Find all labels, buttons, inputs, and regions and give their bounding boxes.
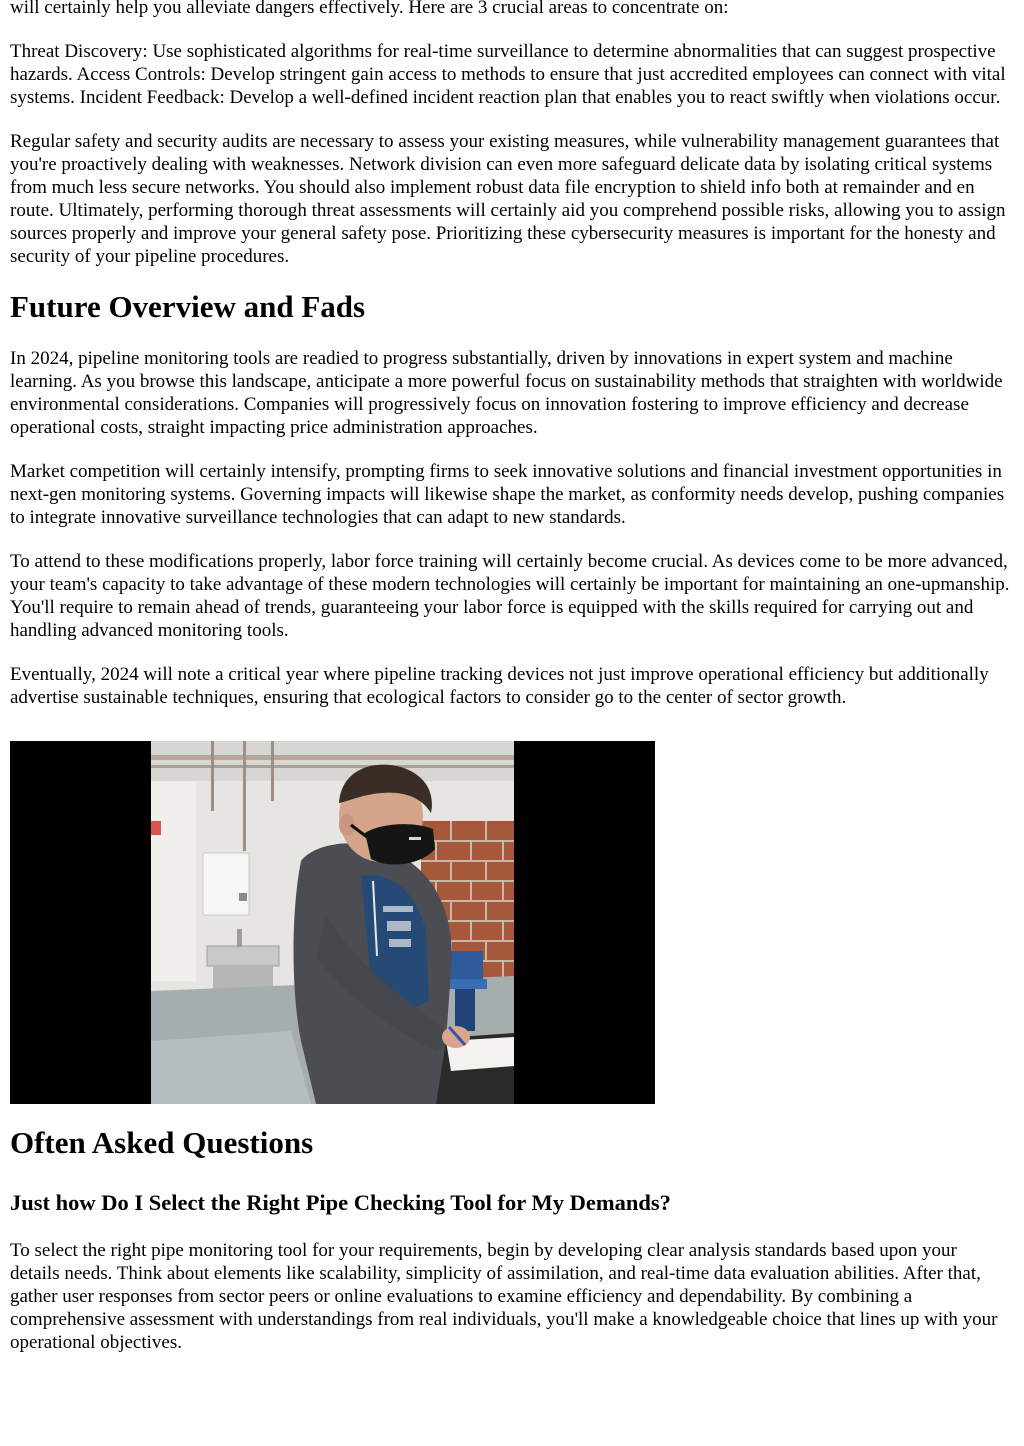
article-body — [10, 0, 1010, 1375]
faq-answer: To select the right pipe monitoring tool for your requirements, begin by developing clear analysis standards based upon your details needs. Think about elements like scalability, simplicity of assimilation, and real-time data evaluation abilities. After that, gather user responses from sector peers or online evaluations to examine efficiency and dependability. By combining a comprehensive assessment with understandings from real individuals, you'll make a knowledgeable choice that lines up with your operational objectives. — [10, 1240, 998, 1353]
future-section-heading: Future Overview and Fads — [10, 289, 366, 324]
intro-lead-line: will certainly help you alleviate dangers effectively. Here are 3 crucial areas to concentrate on: — [10, 0, 729, 18]
security-areas-paragraph: Threat Discovery: Use sophisticated algorithms for real-time surveillance to determine abnormalities that can suggest prospective hazards. Access Controls: Develop stringent gain access to methods to ensure that just accredited employees can connect with vital systems. Incident Feedback: Develop a well-defined incident reaction plan that enables you to react swiftly when violations occur. — [10, 41, 1006, 108]
embedded-video[interactable] — [10, 741, 655, 1104]
future-paragraph: Market competition will certainly intensify, prompting firms to seek innovative solutions and financial investment opportunities in next-gen monitoring systems. Governing impacts will likewise shape the market, as conformity needs develop, pushing companies to integrate innovative surveillance technologies that can adapt to new standards. — [10, 461, 1005, 528]
faq-heading: Often Asked Questions — [10, 1125, 314, 1160]
video-frame-technician-photo — [151, 741, 514, 1104]
future-paragraph: In 2024, pipeline monitoring tools are readied to progress substantially, driven by innovations in expert system and machine learning. As you browse this landscape, anticipate a more powerful focus on sustainability methods that straighten with worldwide environmental considerations. Companies will progressively focus on innovation fostering to improve efficiency and decrease operational costs, straight impacting price administration approaches. — [10, 348, 1003, 438]
security-audits-paragraph: Regular safety and security audits are necessary to assess your existing measures, while vulnerability management guarantees that you're proactively dealing with weaknesses. Network division can even more safeguard delicate data by isolating critical systems from much less secure networks. You should also implement robust data file encryption to shield info both at remainder and en route. Ultimately, performing thorough threat assessments will certainly aid you comprehend possible risks, allowing you to assign sources properly and improve your general safety pose. Prioritizing these cybersecurity measures is important for the honesty and security of your pipeline procedures. — [10, 131, 1006, 267]
faq-question: Just how Do I Select the Right Pipe Checking Tool for My Demands? — [10, 1190, 671, 1215]
future-paragraph: To attend to these modifications properly, labor force training will certainly become crucial. As devices come to be more advanced, your team's capacity to take advantage of these modern technologies will certainly be important for maintaining an one-upmanship. You'll require to remain ahead of trends, guaranteeing your labor force is equipped with the skills required for carrying out and handling advanced monitoring tools. — [10, 551, 1010, 641]
future-paragraph: Eventually, 2024 will note a critical year where pipeline tracking devices not just improve operational efficiency but additionally advertise sustainable techniques, ensuring that ecological factors to consider go to the center of sector growth. — [10, 664, 989, 708]
